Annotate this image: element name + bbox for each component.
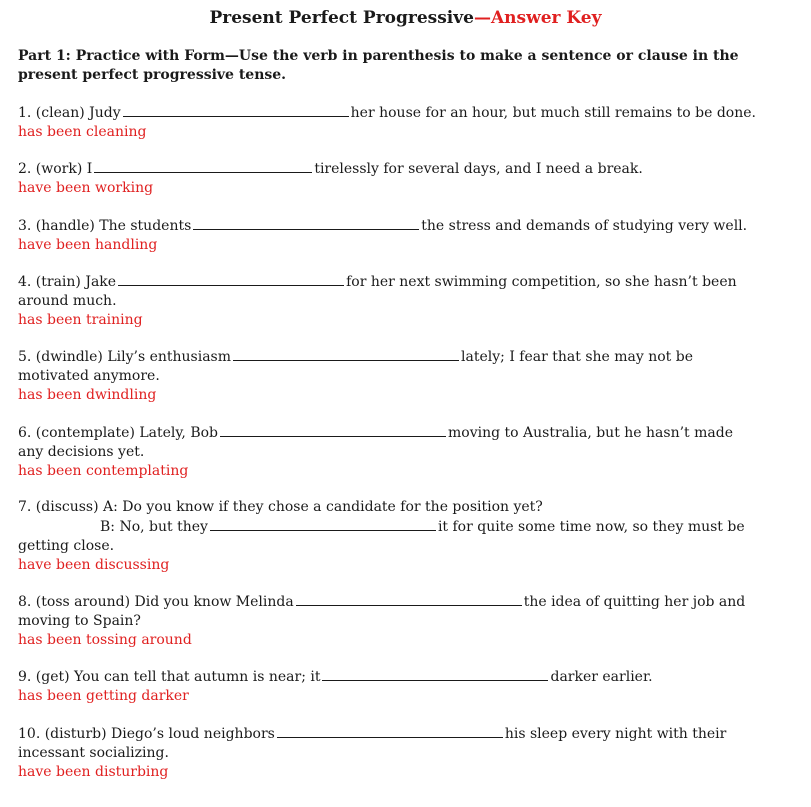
question-line-b	[18, 517, 808, 537]
question-before: 3. (handle) The students	[18, 218, 192, 234]
question-after: tirelessly for several days, and I need a break.	[314, 161, 643, 177]
answer-blank	[94, 159, 312, 173]
question-after: moving to Australia, but he hasn’t made	[448, 425, 733, 441]
exercise-item-10	[18, 724, 808, 782]
answer-text: has been contemplating	[18, 463, 189, 479]
exercise-item-6	[18, 423, 808, 481]
question-continuation: motivated anymore.	[18, 368, 160, 384]
question-line	[18, 724, 808, 744]
question-after: for her next swimming competition, so she hasn’t been	[346, 274, 737, 290]
title-dash: —	[473, 8, 491, 28]
answer-blank	[193, 216, 419, 230]
answer-text: has been dwindling	[18, 387, 157, 403]
question-before: 1. (clean) Judy	[18, 105, 121, 121]
exercise-item-8	[18, 592, 808, 650]
answer-blank	[220, 423, 446, 437]
title-main: Present Perfect Progressive	[209, 8, 474, 28]
exercise-item-4	[18, 272, 808, 330]
question-before: 6. (contemplate) Lately, Bob	[18, 425, 219, 441]
answer-blank	[118, 272, 344, 286]
question-line	[18, 103, 808, 123]
answer-blank	[210, 517, 436, 531]
answer-text: have been discussing	[18, 557, 170, 573]
title-answer-key: Answer Key	[490, 8, 602, 28]
question-continuation: around much.	[18, 293, 117, 309]
answer-blank	[296, 592, 522, 606]
question-after: darker earlier.	[550, 669, 653, 685]
question-line	[18, 423, 808, 443]
question-line	[18, 216, 808, 236]
question-continuation: any decisions yet.	[18, 444, 145, 460]
question-line	[18, 347, 808, 367]
question-line-a: 7. (discuss) A: Do you know if they chose a candidate for the position yet?	[18, 499, 543, 515]
exercise-item-7	[18, 498, 808, 575]
question-continuation: moving to Spain?	[18, 613, 141, 629]
exercise-item-5	[18, 347, 808, 405]
question-after: her house for an hour, but much still remains to be done.	[350, 105, 756, 121]
exercise-item-9	[18, 667, 808, 706]
question-line	[18, 592, 808, 612]
page-title	[0, 6, 811, 30]
question-line	[18, 272, 808, 292]
answer-text: have been handling	[18, 237, 158, 253]
question-before: 4. (train) Jake	[18, 274, 117, 290]
answer-text: have been working	[18, 180, 154, 196]
answer-blank	[322, 667, 548, 681]
question-before: 5. (dwindle) Lily’s enthusiasm	[18, 349, 232, 365]
question-before: 2. (work) I	[18, 161, 93, 177]
instructions: Part 1: Practice with Form—Use the verb in parenthesis to make a sentence or clause in the present perfect progressive tense.	[18, 48, 739, 83]
exercise-item-1	[18, 103, 808, 142]
question-line	[18, 159, 808, 179]
answer-text: has been getting darker	[18, 688, 189, 704]
question-after: the idea of quitting her job and	[523, 594, 746, 610]
answer-text: has been cleaning	[18, 124, 147, 140]
exercise-item-2	[18, 159, 808, 198]
question-continuation: getting close.	[18, 538, 115, 554]
answer-blank	[277, 724, 503, 738]
answer-text: have been disturbing	[18, 764, 169, 780]
answer-blank	[123, 103, 349, 117]
exercise-item-3	[18, 216, 808, 255]
answer-text: has been tossing around	[18, 632, 192, 648]
answer-blank	[233, 347, 459, 361]
question-after: his sleep every night with their	[504, 726, 727, 742]
question-before: 8. (toss around) Did you know Melinda	[18, 594, 294, 610]
answer-text: has been training	[18, 312, 143, 328]
question-before: B: No, but they	[100, 519, 208, 535]
question-before: 10. (disturb) Diego’s loud neighbors	[18, 726, 275, 742]
question-after: the stress and demands of studying very well.	[421, 218, 748, 234]
question-after: it for quite some time now, so they must be	[437, 519, 745, 535]
question-continuation: incessant socializing.	[18, 745, 169, 761]
question-after: lately; I fear that she may not be	[461, 349, 694, 365]
question-before: 9. (get) You can tell that autumn is near; it	[18, 669, 321, 685]
question-line	[18, 667, 808, 687]
